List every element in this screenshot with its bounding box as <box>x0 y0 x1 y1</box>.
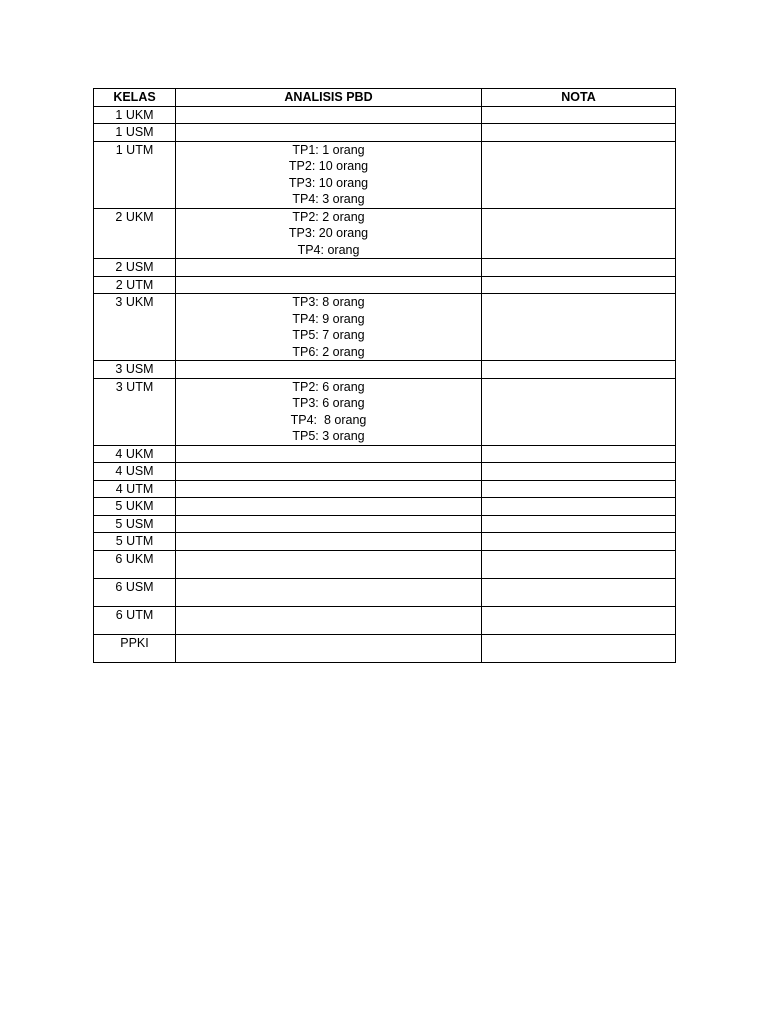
table-row <box>94 208 676 259</box>
table-row <box>94 634 676 662</box>
cell-kelas: 6 UKM <box>94 550 176 578</box>
analisis-line: TP4: orang <box>297 242 360 257</box>
cell-nota <box>482 141 676 208</box>
analisis-line: TP5: 3 orang <box>292 429 365 443</box>
cell-nota <box>482 463 676 481</box>
cell-kelas: 4 USM <box>94 463 176 481</box>
cell-analisis-pbd <box>176 550 482 578</box>
cell-nota <box>482 533 676 551</box>
analisis-line: TP4: 8 orang <box>290 412 367 427</box>
table-header-row <box>94 89 676 107</box>
cell-analisis-pbd <box>176 480 482 498</box>
cell-analisis-pbd <box>176 445 482 463</box>
cell-analisis-pbd <box>176 606 482 634</box>
cell-analisis-pbd <box>176 208 482 259</box>
header-nota: NOTA <box>482 89 676 107</box>
cell-nota <box>482 106 676 124</box>
table-row <box>94 480 676 498</box>
cell-kelas: 1 UKM <box>94 106 176 124</box>
cell-kelas: 2 UTM <box>94 276 176 294</box>
table-row <box>94 259 676 277</box>
cell-kelas: 3 UTM <box>94 378 176 445</box>
cell-kelas: 5 UTM <box>94 533 176 551</box>
table-row <box>94 361 676 379</box>
cell-analisis-pbd <box>176 361 482 379</box>
header-analisis-pbd: ANALISIS PBD <box>176 89 482 107</box>
cell-analisis-pbd <box>176 294 482 361</box>
table-row <box>94 106 676 124</box>
cell-nota <box>482 606 676 634</box>
analisis-line: TP3: 20 orang <box>288 226 369 240</box>
header-kelas: KELAS <box>94 89 176 107</box>
cell-nota <box>482 259 676 277</box>
cell-nota <box>482 445 676 463</box>
cell-kelas: 6 USM <box>94 578 176 606</box>
cell-kelas: 2 UKM <box>94 208 176 259</box>
table-row <box>94 294 676 361</box>
cell-nota <box>482 208 676 259</box>
table-row <box>94 445 676 463</box>
cell-analisis-pbd <box>176 106 482 124</box>
cell-nota <box>482 124 676 142</box>
analisis-line: TP6: 2 orang <box>292 344 365 359</box>
cell-nota <box>482 498 676 516</box>
cell-kelas: 5 USM <box>94 515 176 533</box>
table-row <box>94 124 676 142</box>
cell-kelas: 3 UKM <box>94 294 176 361</box>
cell-analisis-pbd <box>176 259 482 277</box>
table-body <box>94 106 676 662</box>
cell-analisis-pbd <box>176 578 482 606</box>
table-row <box>94 276 676 294</box>
analisis-line: TP2: 2 orang <box>292 209 365 224</box>
analisis-line: TP2: 10 orang <box>288 159 369 173</box>
cell-analisis-pbd <box>176 533 482 551</box>
cell-nota <box>482 276 676 294</box>
cell-kelas: 4 UTM <box>94 480 176 498</box>
cell-kelas: 1 USM <box>94 124 176 142</box>
table-row <box>94 498 676 516</box>
analisis-line: TP4: 9 orang <box>292 311 365 326</box>
analisis-line: TP2: 6 orang <box>292 379 365 394</box>
cell-kelas: 4 UKM <box>94 445 176 463</box>
analisis-line: TP4: 3 orang <box>292 192 365 206</box>
cell-kelas: 1 UTM <box>94 141 176 208</box>
pbd-analysis-table <box>93 88 676 663</box>
cell-kelas: 6 UTM <box>94 606 176 634</box>
cell-analisis-pbd <box>176 276 482 294</box>
table-row <box>94 533 676 551</box>
cell-analisis-pbd <box>176 463 482 481</box>
cell-analisis-pbd <box>176 124 482 142</box>
table-row <box>94 378 676 445</box>
cell-nota <box>482 634 676 662</box>
cell-analisis-pbd <box>176 498 482 516</box>
cell-nota <box>482 361 676 379</box>
table-row <box>94 550 676 578</box>
cell-kelas: 2 USM <box>94 259 176 277</box>
cell-kelas: 5 UKM <box>94 498 176 516</box>
cell-kelas: PPKI <box>94 634 176 662</box>
cell-analisis-pbd <box>176 634 482 662</box>
analisis-line: TP3: 10 orang <box>288 175 369 190</box>
cell-nota <box>482 480 676 498</box>
table-row <box>94 141 676 208</box>
table-row <box>94 463 676 481</box>
cell-nota <box>482 294 676 361</box>
cell-kelas: 3 USM <box>94 361 176 379</box>
table-row <box>94 606 676 634</box>
cell-nota <box>482 550 676 578</box>
table-row <box>94 578 676 606</box>
cell-analisis-pbd <box>176 141 482 208</box>
analisis-line: TP1: 1 orang <box>292 142 365 157</box>
cell-nota <box>482 515 676 533</box>
cell-analisis-pbd <box>176 378 482 445</box>
analisis-line: TP3: 8 orang <box>292 295 365 309</box>
table-row <box>94 515 676 533</box>
cell-analisis-pbd <box>176 515 482 533</box>
analisis-line: TP5: 7 orang <box>292 328 365 342</box>
cell-nota <box>482 378 676 445</box>
cell-nota <box>482 578 676 606</box>
analisis-line: TP3: 6 orang <box>292 396 365 410</box>
